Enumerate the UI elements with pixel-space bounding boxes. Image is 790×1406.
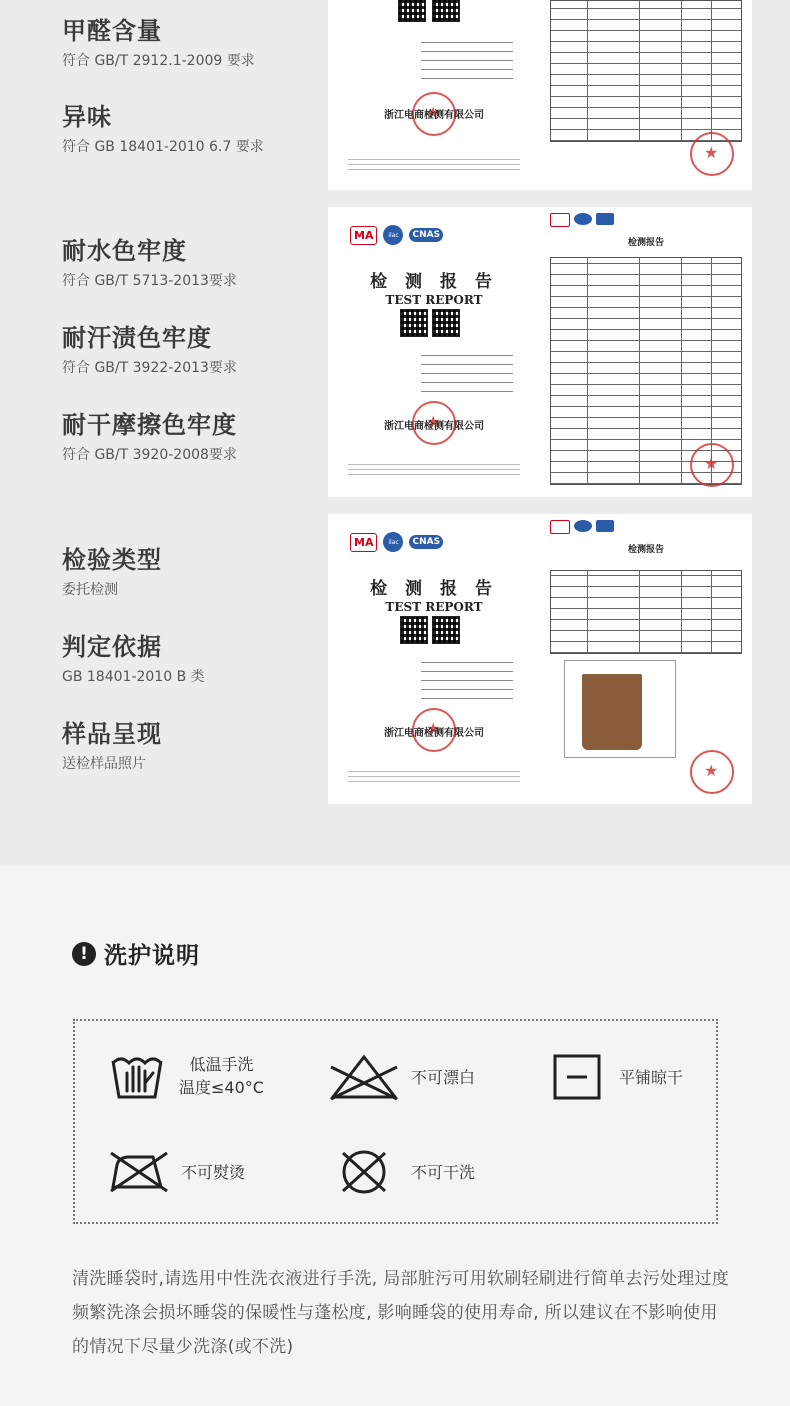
spec-sample bbox=[62, 719, 162, 773]
test-report-image-3 bbox=[328, 514, 752, 804]
care-item-hand-wash bbox=[109, 1051, 264, 1101]
qr-code-icon bbox=[432, 616, 460, 644]
care-heading bbox=[72, 937, 200, 970]
report-table-page bbox=[540, 207, 752, 497]
spec-standard: 符合 GB 18401-2010 6.7 要求 bbox=[62, 139, 264, 155]
lab-name: 浙江电商检测有限公司 bbox=[384, 728, 484, 739]
test-report-image-2 bbox=[328, 207, 752, 497]
cma-badge: MA bbox=[350, 226, 377, 245]
spec-title: 耐汗渍色牢度 bbox=[62, 324, 212, 352]
spec-title: 样品呈现 bbox=[62, 720, 162, 748]
care-label: 不可熨烫 bbox=[181, 1162, 246, 1182]
report-cover-page bbox=[328, 514, 540, 804]
no-iron-icon bbox=[109, 1151, 169, 1193]
care-label-temp: 温度≤40°C bbox=[179, 1078, 264, 1097]
no-bleach-icon bbox=[329, 1053, 399, 1101]
spec-title: 耐干摩擦色牢度 bbox=[62, 411, 237, 439]
qr-code-icon bbox=[398, 0, 426, 22]
report-footer bbox=[348, 460, 520, 475]
care-label: 低温手洗 bbox=[189, 1055, 254, 1074]
lab-name: 浙江电商检测有限公司 bbox=[384, 110, 484, 121]
report-photo-page bbox=[540, 514, 752, 804]
spec-odor bbox=[62, 102, 264, 156]
spec-title: 判定依据 bbox=[62, 633, 162, 661]
qr-code-icon bbox=[432, 0, 460, 22]
cert-badges bbox=[350, 225, 443, 245]
report-cover-page bbox=[328, 0, 540, 190]
qr-code-icon bbox=[400, 616, 428, 644]
report-cover-page bbox=[328, 207, 540, 497]
report-cover-title: 检 测 报 告 bbox=[370, 579, 498, 599]
spec-sweat-fastness bbox=[62, 323, 237, 377]
care-label: 不可漂白 bbox=[411, 1067, 476, 1087]
cnas-badge: CNAS bbox=[409, 228, 443, 242]
report-info-lines bbox=[363, 654, 513, 699]
spec-standard: 符合 GB/T 5713-2013要求 bbox=[62, 273, 237, 289]
spec-basis bbox=[62, 632, 205, 686]
spec-title: 耐水色牢度 bbox=[62, 237, 187, 265]
care-title: 洗护说明 bbox=[104, 943, 200, 969]
dry-flat-icon bbox=[553, 1054, 601, 1100]
lab-name: 浙江电商检测有限公司 bbox=[384, 421, 484, 432]
report-cover-title-en: TEST REPORT bbox=[385, 293, 483, 307]
report-footer bbox=[348, 155, 520, 170]
cnas-badge: CNAS bbox=[409, 535, 443, 549]
spec-standard: 委托检测 bbox=[62, 582, 118, 598]
sleeping-bag-sample-photo bbox=[582, 674, 642, 750]
care-symbols-box bbox=[73, 1019, 718, 1224]
spec-formaldehyde bbox=[62, 16, 255, 70]
spec-standard: 符合 GB/T 3922-2013要求 bbox=[62, 360, 237, 376]
seal-stamp bbox=[690, 443, 734, 487]
test-report-image-1 bbox=[328, 0, 752, 190]
no-dry-clean-icon bbox=[339, 1149, 389, 1195]
spec-standard: 送检样品照片 bbox=[62, 756, 146, 772]
hand-wash-icon bbox=[109, 1051, 165, 1101]
care-item-dry-flat bbox=[553, 1054, 683, 1100]
care-item-no-bleach bbox=[329, 1053, 475, 1101]
report-inner-title: 检测报告 bbox=[627, 238, 664, 248]
spec-standard: GB 18401-2010 B 类 bbox=[62, 669, 205, 685]
care-note: 清洗睡袋时,请选用中性洗衣液进行手洗, 局部脏污可用软刷轻刷进行简单去污处理过度频繁洗涤会损坏睡袋的保暖性与蓬松度, 影响睡袋的使用寿命, 所以建议在不影响使用的情况下尽量少洗涤(或不洗) bbox=[72, 1269, 730, 1357]
seal-stamp bbox=[690, 750, 734, 794]
report-info-lines bbox=[363, 347, 513, 392]
cert-badges bbox=[350, 532, 443, 552]
report-info-lines bbox=[363, 34, 513, 79]
care-label: 平铺晾干 bbox=[619, 1067, 684, 1087]
report-info-table bbox=[550, 570, 742, 654]
qr-code-icon bbox=[432, 309, 460, 337]
seal-stamp bbox=[690, 132, 734, 176]
report-results-table bbox=[550, 0, 742, 142]
spec-water-fastness bbox=[62, 236, 237, 290]
care-item-no-dry-clean bbox=[339, 1149, 475, 1195]
qr-code-icon bbox=[400, 309, 428, 337]
exclamation-icon: ! bbox=[72, 942, 96, 966]
care-item-no-iron bbox=[109, 1151, 245, 1193]
report-cover-title-en: TEST REPORT bbox=[385, 600, 483, 614]
mini-cert-badges bbox=[550, 213, 614, 227]
report-inner-title: 检测报告 bbox=[627, 545, 664, 555]
mini-cert-badges bbox=[550, 520, 614, 534]
spec-standard: 符合 GB/T 2912.1-2009 要求 bbox=[62, 53, 255, 69]
cma-badge: MA bbox=[350, 533, 377, 552]
report-cover-title: 检 测 报 告 bbox=[370, 272, 498, 292]
ilac-badge-icon: ilac bbox=[383, 225, 403, 245]
spec-standard: 符合 GB/T 3920-2008要求 bbox=[62, 447, 237, 463]
spec-title: 检验类型 bbox=[62, 546, 162, 574]
report-table-page bbox=[540, 0, 752, 190]
ilac-badge-icon: ilac bbox=[383, 532, 403, 552]
report-footer bbox=[348, 767, 520, 782]
spec-rub-fastness bbox=[62, 410, 237, 464]
spec-test-type bbox=[62, 545, 162, 599]
spec-title: 异味 bbox=[62, 103, 112, 131]
care-label: 不可干洗 bbox=[411, 1162, 476, 1182]
spec-title: 甲醛含量 bbox=[62, 17, 162, 45]
